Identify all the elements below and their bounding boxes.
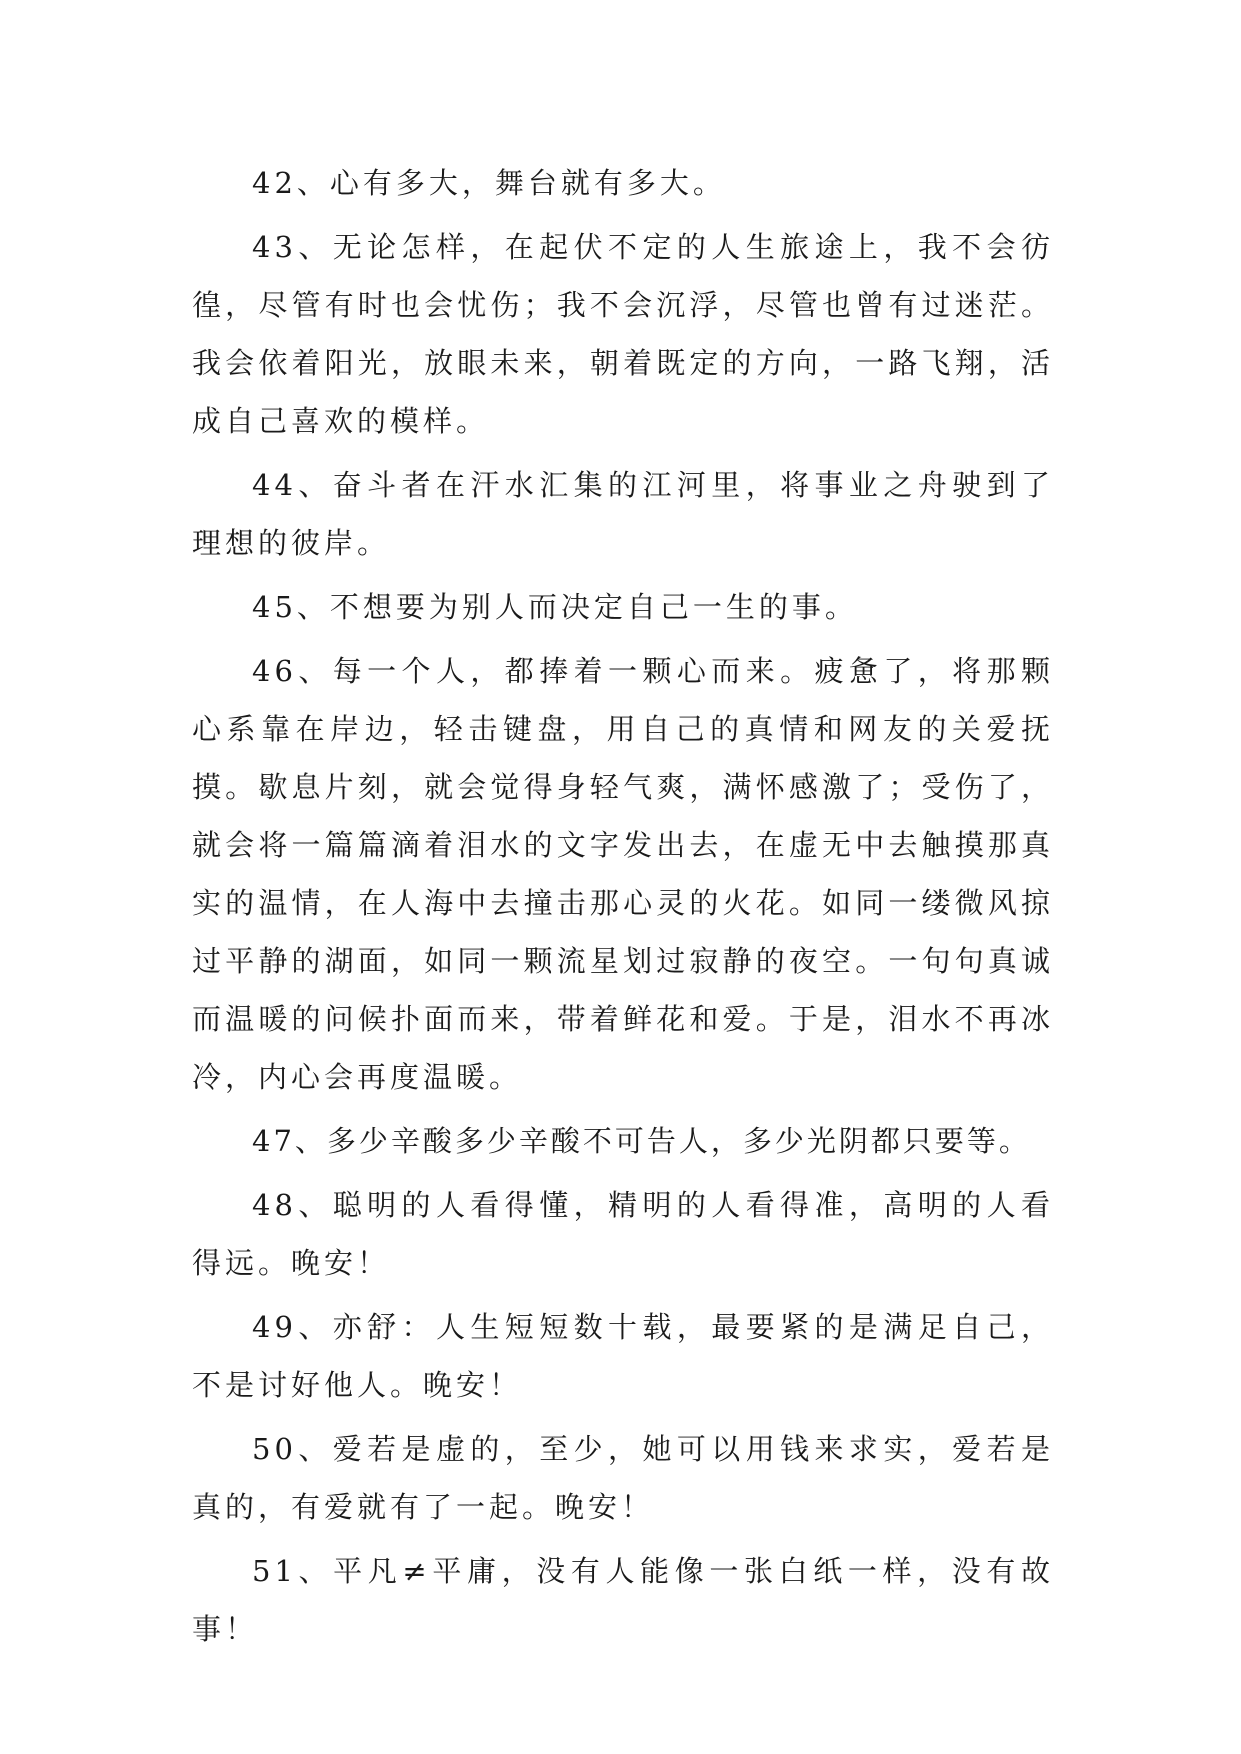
paragraph-46: 46、每一个人，都捧着一颗心而来。疲惫了，将那颗心系靠在岸边，轻击键盘，用自己的真情和网友的关爱抚摸。歇息片刻，就会觉得身轻气爽，满怀感激了；受伤了，就会将一篇篇滴着泪水的文字发出去，在虚无中去触摸那真实的温情，在人海中去撞击那心灵的火花。如同一缕微风掠过平静的湖面，如同一颗流星划过寂静的夜空。一句句真诚而温暖的问候扑面而来，带着鲜花和爱。于是，泪水不再冰冷，内心会再度温暖。 (192, 654, 1054, 1094)
paragraph-45: 45、不想要为别人而决定自己一生的事。 (252, 590, 858, 624)
paragraph-43: 43、无论怎样，在起伏不定的人生旅途上，我不会彷徨，尽管有时也会忧伤；我不会沉浮，尽管也曾有过迷茫。我会依着阳光，放眼未来，朝着既定的方向，一路飞翔，活成自己喜欢的模样。 (192, 230, 1054, 438)
paragraph-44: 44、奋斗者在汗水汇集的江河里，将事业之舟驶到了理想的彼岸。 (192, 468, 1054, 560)
paragraph-47: 47、多少辛酸多少辛酸不可告人，多少光阴都只要等。 (252, 1124, 1031, 1158)
paragraph-51: 51、平凡≠平庸，没有人能像一张白纸一样，没有故事！ (192, 1554, 1054, 1646)
document-body (192, 154, 1054, 1664)
paragraph-50: 50、爱若是虚的，至少，她可以用钱来求实，爱若是真的，有爱就有了一起。晚安！ (192, 1432, 1054, 1524)
paragraph-48: 48、聪明的人看得懂，精明的人看得准，高明的人看得远。晚安！ (192, 1188, 1054, 1280)
paragraph-49: 49、亦舒：人生短短数十载，最要紧的是满足自己，不是讨好他人。晚安！ (192, 1310, 1054, 1402)
paragraph-42: 42、心有多大，舞台就有多大。 (252, 166, 726, 200)
